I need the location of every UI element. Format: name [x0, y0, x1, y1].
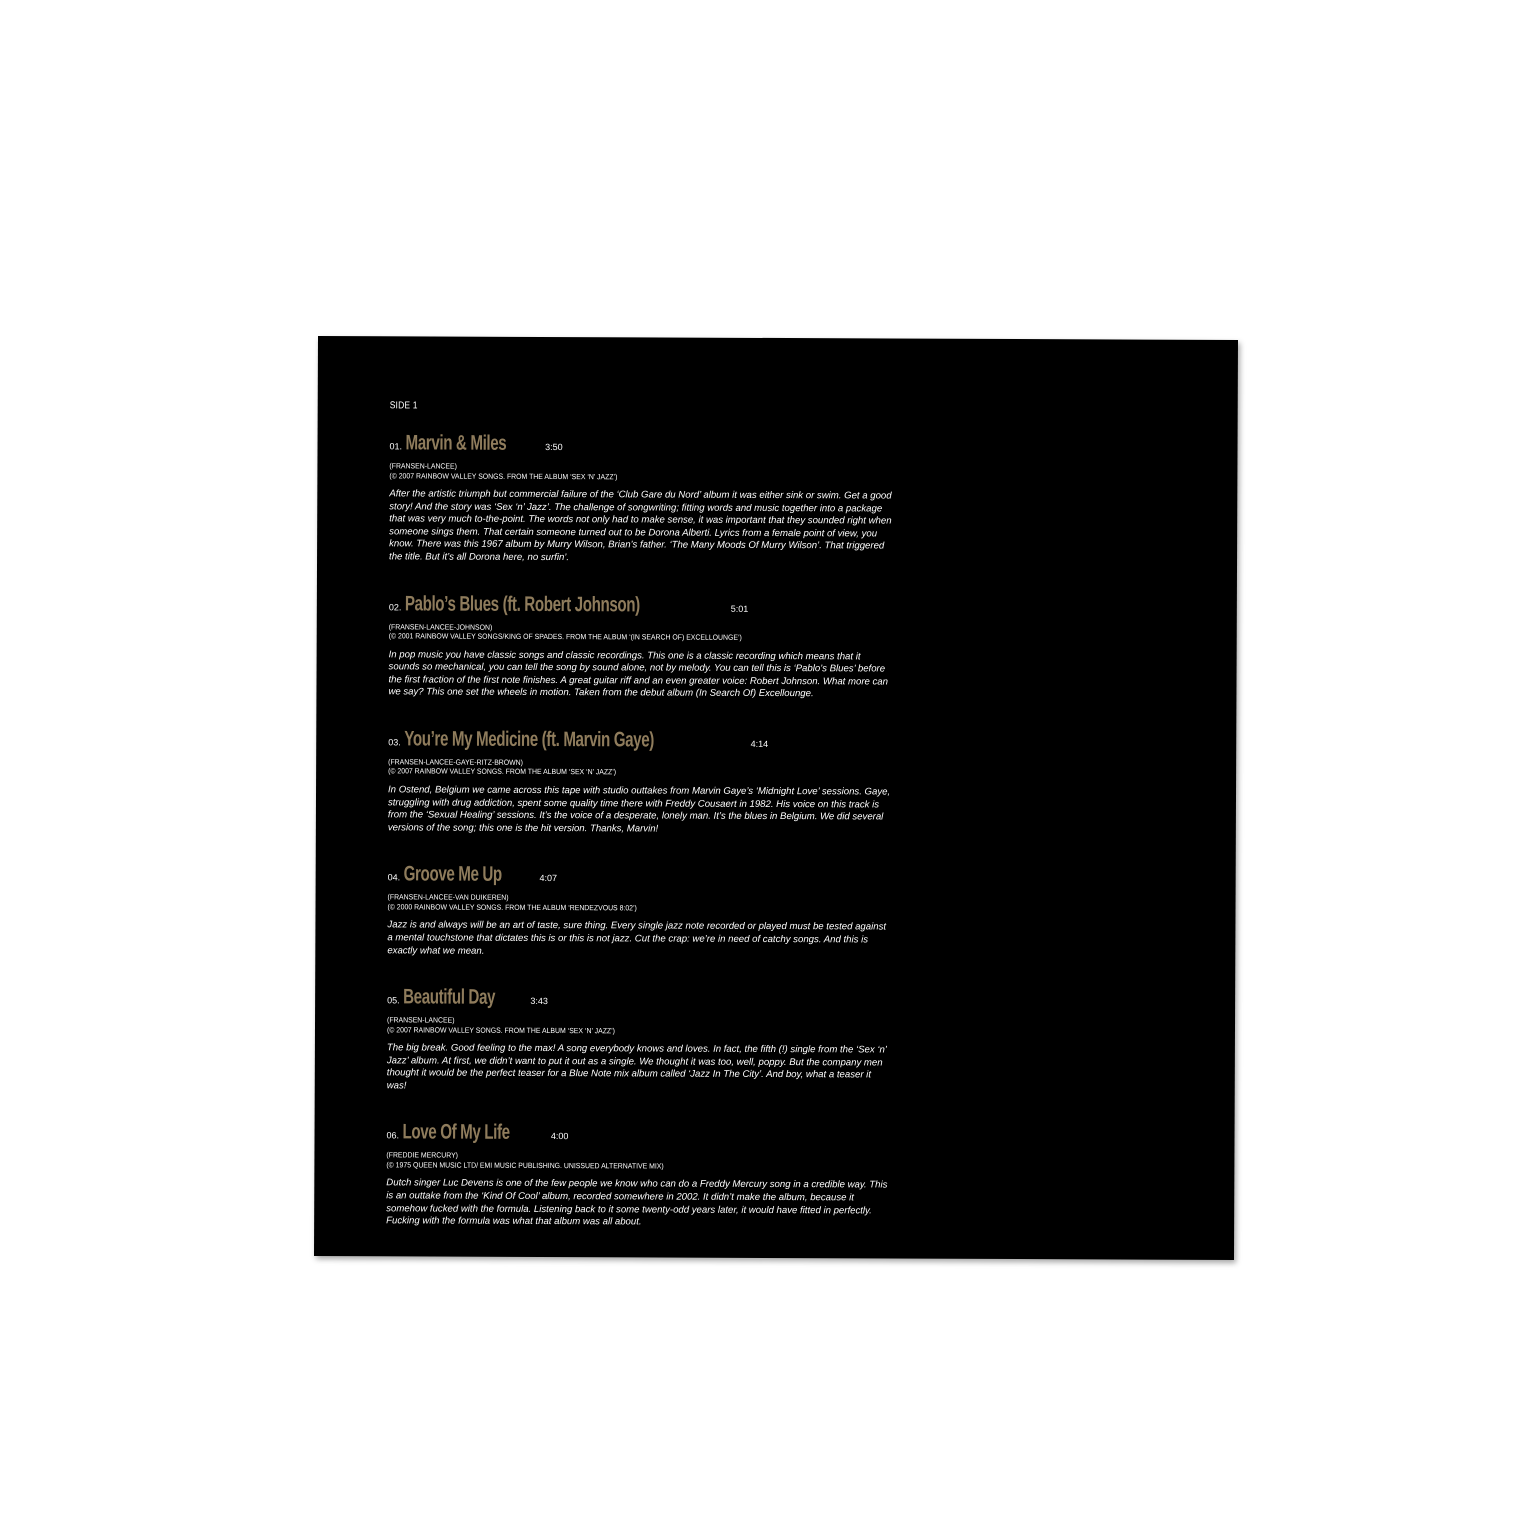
- track-copyright: (© 2007 RAINBOW VALLEY SONGS. FROM THE ALBUM ‘SEX ‘N’ JAZZ’): [388, 766, 617, 777]
- track-copyright: (© 2007 RAINBOW VALLEY SONGS. FROM THE ALBUM ‘SEX ‘N’ JAZZ’): [386, 1024, 615, 1035]
- liner-notes: [386, 400, 895, 1258]
- track-description: In Ostend, Belgium we came across this tape with studio outtakes from Marvin Gaye’s ‘Midnight Love’ sessions. Gaye, struggling with drug addiction, spent some quality time there with Freddy Cousaert in 1982. His voice on this track is from the ‘Sexual Healing’ sessions. It’s the voice of a desperate, lonely man. It’s the blues in Belgium. We did several versions of the song; this one is the hit version. Thanks, Marvin!: [387, 784, 891, 835]
- track-number: 02.: [388, 601, 402, 612]
- track-title: Beautiful Day: [402, 985, 495, 1009]
- track-copyright: (© 1975 QUEEN MUSIC LTD/ EMI MUSIC PUBLISHING. UNISSUED ALTERNATIVE MIX): [386, 1160, 664, 1171]
- track-writers: (FREDDIE MERCURY): [386, 1150, 459, 1161]
- track-title: Groove Me Up: [403, 862, 502, 887]
- track-header: [387, 985, 892, 1011]
- track-entry: [388, 592, 893, 702]
- track-number: 05.: [387, 995, 400, 1006]
- track-number: 03.: [388, 737, 401, 748]
- track-header: [386, 1121, 891, 1147]
- track-number: 06.: [386, 1130, 400, 1141]
- track-header: [389, 431, 894, 457]
- album-sleeve: [314, 336, 1238, 1260]
- track-writers: (FRANSEN-LANCEE): [387, 1015, 455, 1025]
- track-number: 01.: [389, 441, 403, 452]
- track-description: Dutch singer Luc Devens is one of the few people we know who can do a Freddy Mercury song in a credible way. This is an outtake from the ‘Kind Of Cool’ album, recorded somewhere in 2002. It didn’t make the album, because it somehow fucked with the formula. Listening back to it some twenty-odd years later, it would have fitted in perfectly. Fucking with the formula was what that album was all about.: [386, 1177, 888, 1228]
- track-duration: 4:14: [750, 738, 769, 749]
- side-label: SIDE 1: [389, 400, 418, 412]
- track-header: [388, 863, 893, 889]
- track-description: The big break. Good feeling to the max! A song everybody knows and loves. In fact, the fifth (!) single from the ‘Sex ‘n’ Jazz’ album. At first, we didn’t want to put it out as a single. We thought it was too, well, poppy. But the company men thought it would be the perfect teaser for a Blue Note mix album called ‘Jazz In The City’. And boy, what a teaser it was!: [386, 1042, 887, 1092]
- track-description: Jazz is and always will be an art of taste, sure thing. Every single jazz note recorded or played must be tested against a mental touchstone that dictates this is or this is not jazz. Cut the crap: we’re in need of catchy songs. And this is exactly what we mean.: [387, 919, 887, 957]
- track-header: [388, 727, 893, 753]
- track-entry: [389, 431, 895, 566]
- track-entry: [386, 1121, 891, 1231]
- track-description: After the artistic triumph but commercial failure of the ‘Club Gare du Nord’ album it was either sink or swim. Get a good story! And the story was ‘Sex ‘n’ Jazz’. The challenge of songwriting; fitting words and music together into a package that was very much to-the-point. The words not only had to make sense, it was important that they sounded right when someone sings them. That certain someone turned out to be Dorona Alberti. Lyrics from a female point of view, you know. There was this 1967 album by Murry Wilson, Brian’s father. ‘The Many Moods Of Murry Wilson’. That triggered the title. But it’s all Dorona here, no surfin’.: [389, 488, 892, 564]
- track-writers: (FRANSEN-LANCEE): [389, 461, 457, 471]
- track-duration: 4:00: [550, 1131, 569, 1142]
- track-duration: 3:50: [545, 441, 563, 453]
- track-title: Pablo’s Blues (ft. Robert Johnson): [404, 591, 640, 616]
- track-copyright: (© 2001 RAINBOW VALLEY SONGS/KING OF SPADES. FROM THE ALBUM ‘(IN SEARCH OF) EXCELLOUNGE’): [388, 631, 742, 642]
- track-duration: 4:07: [539, 873, 558, 884]
- track-duration: 5:01: [730, 603, 749, 614]
- track-number: 04.: [387, 872, 401, 883]
- track-writers: (FRANSEN-LANCEE-GAYE-RITZ-BROWN): [388, 757, 523, 767]
- track-entry: [387, 863, 892, 960]
- track-description: In pop music you have classic songs and classic recordings. This one is a classic recording which means that it sounds so mechanical, you can tell the song by sound alone, not by melody. You can tell this is ‘Pablo’s Blues’ before the first fraction of the first note finishes. A great guitar riff and an even greater voice: Robert Johnson. What more can we say? This one set the wheels in motion. Taken from the debut album (In Search Of) Excellounge.: [388, 648, 889, 700]
- track-header: [389, 592, 894, 618]
- track-title: Marvin & Miles: [405, 431, 506, 455]
- track-duration: 3:43: [530, 996, 548, 1007]
- track-title: You’re My Medicine (ft. Marvin Gaye): [403, 727, 654, 752]
- track-title: Love Of My Life: [402, 1120, 510, 1145]
- track-copyright: (© 2007 RAINBOW VALLEY SONGS. FROM THE ALBUM ‘SEX ‘N’ JAZZ’): [389, 470, 618, 481]
- track-copyright: (© 2000 RAINBOW VALLEY SONGS. FROM THE ALBUM ‘RENDEZVOUS 8:02’): [387, 902, 637, 913]
- track-entry: [387, 985, 892, 1095]
- track-writers: (FRANSEN-LANCEE-JOHNSON): [388, 621, 493, 632]
- track-writers: (FRANSEN-LANCEE-VAN DUIKEREN): [387, 892, 509, 903]
- track-entry: [388, 727, 893, 837]
